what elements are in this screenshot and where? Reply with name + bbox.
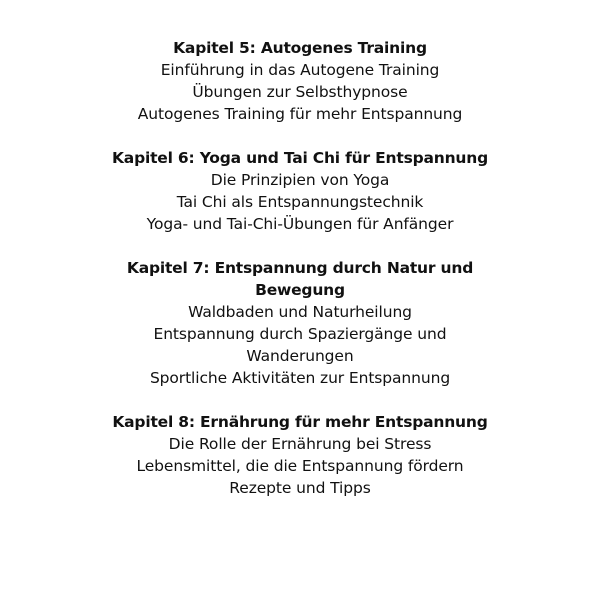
chapter-5	[110, 37, 490, 125]
chapter-item: Lebensmittel, die die Entspannung fördern	[136, 457, 464, 475]
chapter-item: Autogenes Training für mehr Entspannung	[137, 105, 463, 123]
chapter-items	[110, 59, 490, 125]
chapter-item: Übungen zur Selbsthypnose	[192, 83, 408, 101]
chapter-item: Die Rolle der Ernährung bei Stress	[168, 435, 432, 453]
chapter-item: Waldbaden und Naturheilung	[188, 303, 412, 321]
chapter-title: Kapitel 6: Yoga und Tai Chi für Entspannung	[112, 149, 488, 167]
chapter-items	[120, 301, 480, 389]
chapter-item: Entspannung durch Spaziergänge und Wanderungen	[153, 325, 447, 365]
chapter-item: Tai Chi als Entspannungstechnik	[176, 193, 424, 211]
chapter-6	[110, 147, 490, 235]
chapter-item: Sportliche Aktivitäten zur Entspannung	[149, 369, 451, 387]
chapter-title: Kapitel 5: Autogenes Training	[173, 39, 427, 57]
chapter-7	[120, 257, 480, 389]
chapter-item: Rezepte und Tipps	[229, 479, 371, 497]
chapter-items	[110, 169, 490, 235]
chapter-item: Die Prinzipien von Yoga	[210, 171, 390, 189]
chapter-item: Einführung in das Autogene Training	[160, 61, 440, 79]
chapter-8	[110, 411, 490, 499]
chapter-title: Kapitel 8: Ernährung für mehr Entspannung	[112, 413, 488, 431]
chapter-title: Kapitel 7: Entspannung durch Natur und Bewegung	[126, 259, 474, 299]
chapter-items	[110, 433, 490, 499]
chapter-item: Yoga- und Tai-Chi-Übungen für Anfänger	[146, 215, 454, 233]
